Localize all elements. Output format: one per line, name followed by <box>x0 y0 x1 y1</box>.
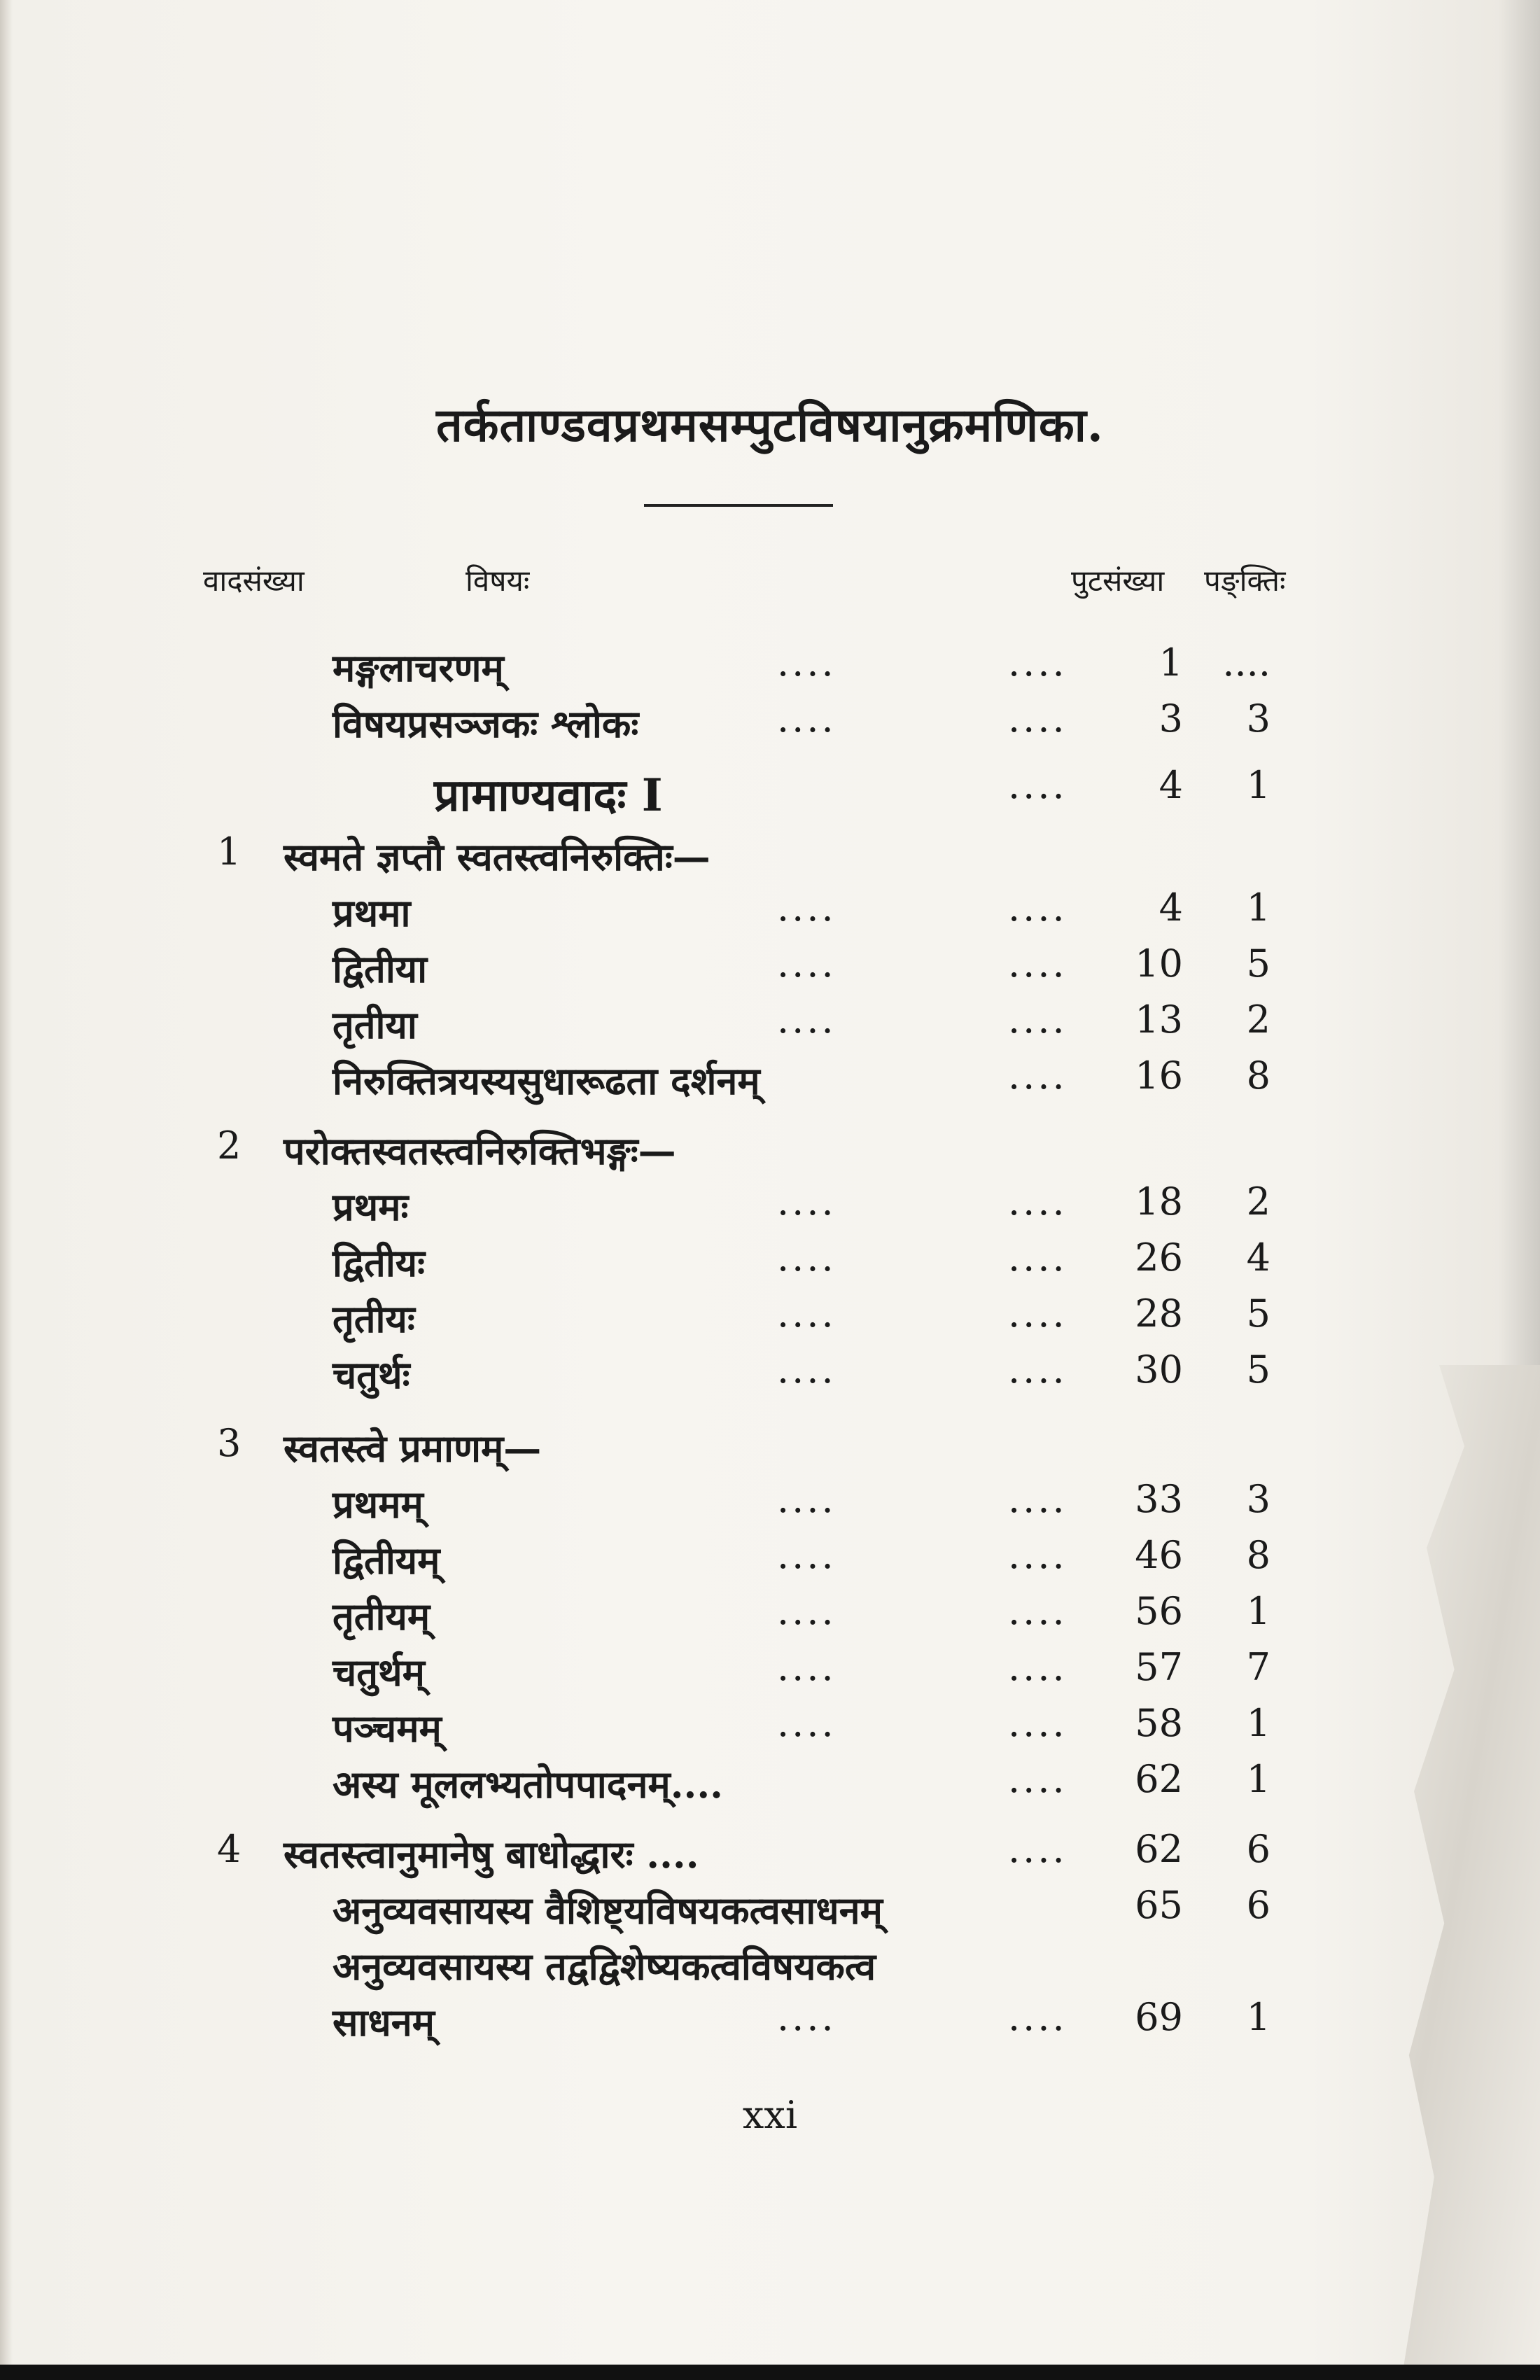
leader-dots: .... <box>777 1995 836 2039</box>
entry-title: प्रथमम् <box>332 1482 424 1527</box>
page-number: 56 <box>1135 1589 1183 1633</box>
line-number: 6 <box>1246 1827 1270 1871</box>
entry-title: द्वितीया <box>332 946 428 991</box>
entry-title: प्रथमः <box>332 1184 409 1229</box>
entry-title: साधनम् <box>332 2000 435 2045</box>
column-header-page-number: पुटसंख्या <box>1071 564 1165 598</box>
entry-title: स्वतस्त्वे प्रमाणम्— <box>284 1426 542 1471</box>
page-number: 33 <box>1135 1477 1183 1521</box>
page-number: 4 <box>1158 886 1183 930</box>
entry-title: तृतीयः <box>332 1296 415 1341</box>
contents-row <box>0 1701 1540 1757</box>
page-title: तर्कताण्डवप्रथमसम्पुटविषयानुक्रमणिका. <box>436 398 1104 452</box>
line-number: 1 <box>1246 1589 1270 1633</box>
entry-title: स्वमते ज्ञप्तौ स्वतस्त्वनिरुक्तिः— <box>284 834 710 879</box>
page-number: 4 <box>1158 763 1183 807</box>
column-header-line-number: पङ्क्तिः <box>1204 564 1286 598</box>
line-number: 2 <box>1246 1180 1270 1224</box>
contents-row <box>0 997 1540 1054</box>
entry-title: चतुर्थम् <box>332 1650 425 1695</box>
line-number: 3 <box>1246 1477 1270 1521</box>
leader-dots: .... <box>777 997 836 1042</box>
contents-row <box>0 696 1540 752</box>
page-number: 69 <box>1135 1995 1183 2039</box>
entry-title: चतुर्थः <box>332 1352 410 1397</box>
leader-dots: .... <box>1008 886 1068 930</box>
entry-title: अस्य मूललभ्यतोपपादनम्.... <box>332 1762 723 1807</box>
leader-dots: .... <box>1008 1477 1068 1521</box>
line-number: 7 <box>1246 1645 1270 1689</box>
entry-title: निरुक्तित्रयस्यसुधारूढता दर्शनम् <box>332 1058 760 1103</box>
vada-number: 2 <box>217 1124 241 1168</box>
leader-dots: .... <box>1008 997 1068 1042</box>
contents-row <box>0 1645 1540 1701</box>
entry-title: मङ्गलाचरणम् <box>332 645 504 690</box>
leader-dots: .... <box>777 1589 836 1633</box>
contents-row <box>0 1883 1540 1939</box>
leader-dots: .... <box>777 886 836 930</box>
line-number: 5 <box>1246 1292 1270 1336</box>
leader-dots: .... <box>1008 1701 1068 1745</box>
line-number: 8 <box>1246 1533 1270 1577</box>
contents-row <box>0 1589 1540 1645</box>
contents-row <box>0 1180 1540 1236</box>
page-number: 18 <box>1135 1180 1183 1224</box>
contents-row <box>0 886 1540 941</box>
leader-dots: .... <box>777 696 836 741</box>
contents-row <box>0 1757 1540 1813</box>
entry-title: पञ्चमम् <box>332 1706 442 1751</box>
leader-dots: .... <box>1008 640 1068 685</box>
vada-number: 3 <box>217 1421 241 1465</box>
leader-dots: .... <box>1008 763 1068 807</box>
entry-title: अनुव्यवसायस्य तद्वद्विशेष्यकत्वविषयकत्व <box>332 1944 876 1989</box>
page-number: 62 <box>1135 1757 1183 1801</box>
entry-title: द्वितीयम् <box>332 1538 440 1583</box>
page-number: 62 <box>1135 1827 1183 1871</box>
line-number: 4 <box>1246 1236 1270 1280</box>
line-number: .... <box>1222 640 1270 685</box>
line-number: 3 <box>1246 696 1270 741</box>
leader-dots: .... <box>1008 1827 1068 1871</box>
leader-dots: .... <box>1008 1348 1068 1392</box>
leader-dots: .... <box>777 1645 836 1689</box>
leader-dots: .... <box>777 1533 836 1577</box>
title-underline <box>644 504 833 507</box>
page-number: 26 <box>1135 1236 1183 1280</box>
contents-row <box>0 1236 1540 1292</box>
entry-title: परोक्तस्वतस्त्वनिरुक्तिभङ्गः— <box>284 1128 676 1173</box>
entry-title: स्वतस्त्वानुमानेषु बाधोद्धारः .... <box>284 1832 699 1877</box>
page-number: 58 <box>1135 1701 1183 1745</box>
leader-dots: .... <box>1008 1995 1068 2039</box>
entry-title: विषयप्रसञ्जकः श्लोकः <box>332 701 639 746</box>
line-number: 8 <box>1246 1054 1270 1098</box>
page-number: 46 <box>1135 1533 1183 1577</box>
leader-dots: .... <box>1008 696 1068 741</box>
page-number: 10 <box>1135 941 1183 986</box>
line-number: 6 <box>1246 1883 1270 1927</box>
leader-dots: .... <box>777 1236 836 1280</box>
vada-number: 1 <box>217 830 241 874</box>
column-header-subject: विषयः <box>465 564 530 598</box>
contents-row <box>0 1348 1540 1404</box>
contents-row <box>0 1292 1540 1348</box>
contents-row <box>0 941 1540 997</box>
entry-title: द्वितीयः <box>332 1240 426 1285</box>
leader-dots: .... <box>1008 1292 1068 1336</box>
contents-row <box>0 1939 1540 1995</box>
scan-bottom-border <box>0 2365 1540 2380</box>
line-number: 1 <box>1246 1995 1270 2039</box>
page-number: 16 <box>1135 1054 1183 1098</box>
line-number: 5 <box>1246 941 1270 986</box>
contents-row <box>0 763 1540 822</box>
leader-dots: .... <box>1008 1180 1068 1224</box>
line-number: 1 <box>1246 763 1270 807</box>
leader-dots: .... <box>1008 1589 1068 1633</box>
page-number: 28 <box>1135 1292 1183 1336</box>
entry-title: प्रथमा <box>332 890 411 935</box>
page-number: 30 <box>1135 1348 1183 1392</box>
page-number: 1 <box>1158 640 1183 685</box>
line-number: 1 <box>1246 1701 1270 1745</box>
page-number: 65 <box>1135 1883 1183 1927</box>
leader-dots: .... <box>1008 1054 1068 1098</box>
leader-dots: .... <box>1008 1757 1068 1801</box>
line-number: 1 <box>1246 886 1270 930</box>
entry-title: तृतीया <box>332 1002 417 1047</box>
contents-row <box>0 640 1540 696</box>
vada-number: 4 <box>217 1827 241 1871</box>
entry-title: अनुव्यवसायस्य वैशिष्ट्यविषयकत्वसाधनम् <box>332 1888 883 1933</box>
page-folio: xxi <box>742 2093 798 2137</box>
leader-dots: .... <box>777 640 836 685</box>
leader-dots: .... <box>777 1180 836 1224</box>
leader-dots: .... <box>1008 941 1068 986</box>
column-header-vada-number: वादसंख्या <box>203 564 304 598</box>
contents-row <box>0 1533 1540 1589</box>
leader-dots: .... <box>1008 1645 1068 1689</box>
entry-title: तृतीयम् <box>332 1594 430 1639</box>
leader-dots: .... <box>1008 1533 1068 1577</box>
contents-row <box>0 1124 1540 1180</box>
page-number: 3 <box>1158 696 1183 741</box>
leader-dots: .... <box>777 941 836 986</box>
contents-row <box>0 1421 1540 1477</box>
contents-row <box>0 1054 1540 1110</box>
contents-row <box>0 1995 1540 2051</box>
line-number: 5 <box>1246 1348 1270 1392</box>
leader-dots: .... <box>777 1292 836 1336</box>
line-number: 2 <box>1246 997 1270 1042</box>
line-number: 1 <box>1246 1757 1270 1801</box>
page-number: 57 <box>1135 1645 1183 1689</box>
contents-row <box>0 1477 1540 1533</box>
leader-dots: .... <box>777 1348 836 1392</box>
page-number: 13 <box>1135 997 1183 1042</box>
leader-dots: .... <box>777 1701 836 1745</box>
entry-title: प्रामाण्यवादः I <box>434 769 663 822</box>
contents-row <box>0 1827 1540 1883</box>
leader-dots: .... <box>777 1477 836 1521</box>
leader-dots: .... <box>1008 1236 1068 1280</box>
contents-row <box>0 830 1540 886</box>
